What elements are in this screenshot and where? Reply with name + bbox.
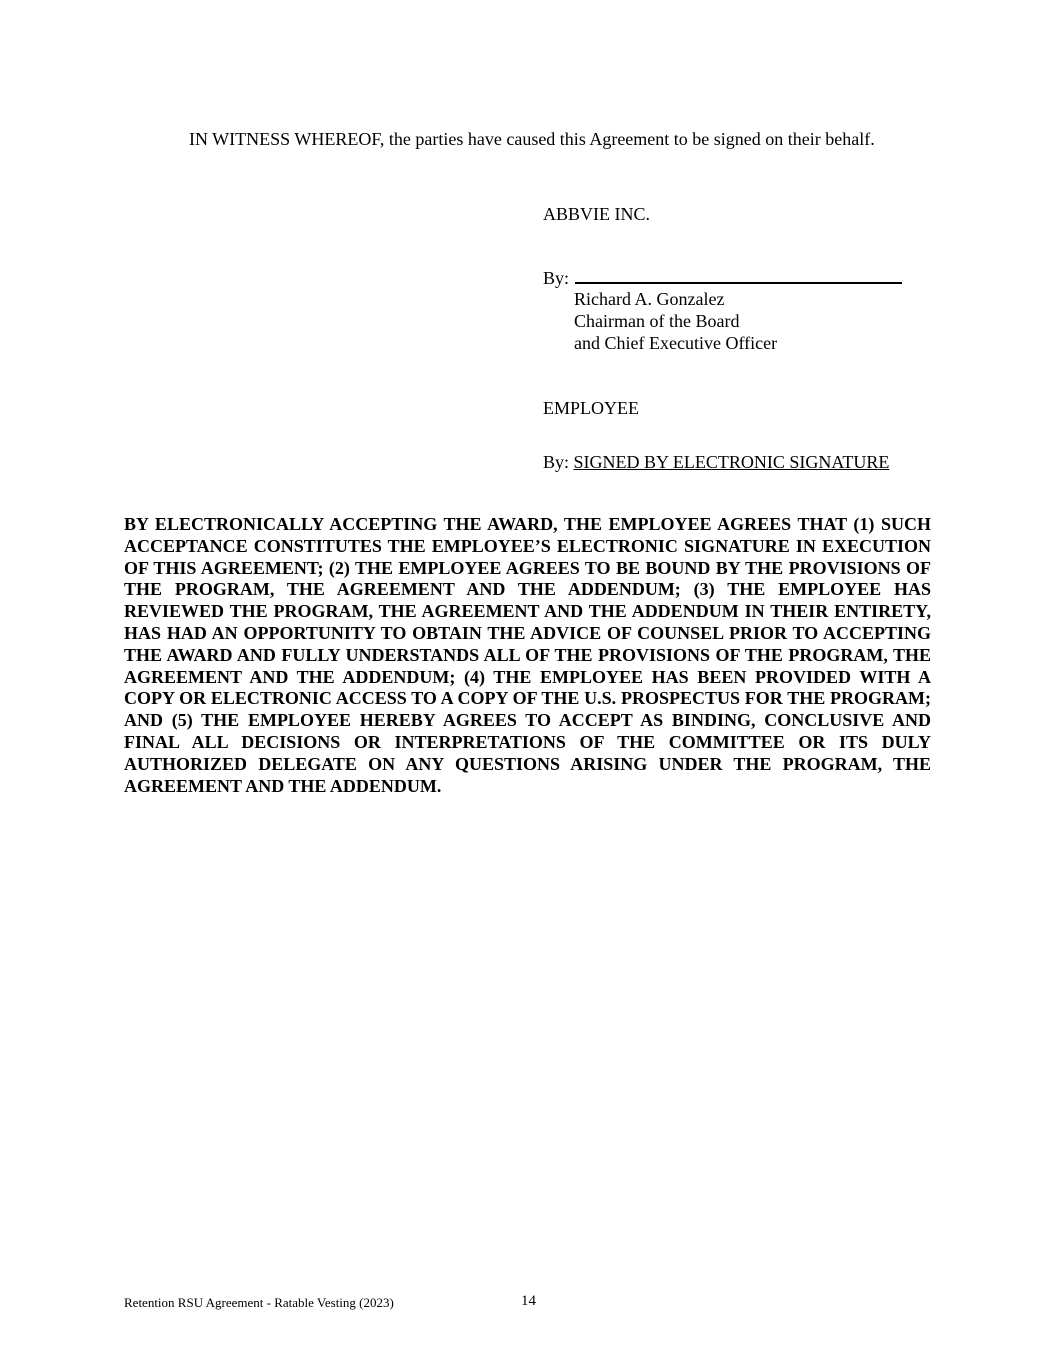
employee-by-label: By:	[543, 452, 570, 472]
employee-heading: EMPLOYEE	[543, 398, 639, 418]
footer-page-number: 14	[521, 1293, 536, 1309]
company-signer-block	[574, 288, 777, 354]
signer-name: Richard A. Gonzalez	[574, 289, 725, 309]
employee-signature-line	[543, 451, 889, 473]
company-name: ABBVIE INC.	[543, 204, 650, 224]
company-by-label: By:	[543, 268, 570, 288]
company-signature-line	[543, 267, 902, 289]
employee-electronic-signature: SIGNED BY ELECTRONIC SIGNATURE	[573, 452, 890, 472]
footer-document-title: Retention RSU Agreement - Ratable Vesting (2023)	[124, 1295, 394, 1310]
witness-clause: IN WITNESS WHEREOF, the parties have caused this Agreement to be signed on their behalf.	[189, 129, 875, 149]
signer-title-line2: and Chief Executive Officer	[574, 333, 778, 353]
signer-title-line1: Chairman of the Board	[574, 311, 740, 331]
acknowledgement-paragraph: BY ELECTRONICALLY ACCEPTING THE AWARD, THE EMPLOYEE AGREES THAT (1) SUCH ACCEPTANCE CONSTITUTES THE EMPLOYEE’S ELECTRONIC SIGNATURE IN EXECUTION OF THIS AGREEMENT; (2) THE EMPLOYEE AGREES TO BE BOUND BY THE PROVISIONS OF THE PROGRAM, THE AGREEMENT AND THE ADDENDUM; (3) THE EMPLOYEE HAS REVIEWED THE PROGRAM, THE AGREEMENT AND THE ADDENDUM IN THEIR ENTIRETY, HAS HAD AN OPPORTUNITY TO OBTAIN THE ADVICE OF COUNSEL PRIOR TO ACCEPTING THE AWARD AND FULLY UNDERSTANDS ALL OF THE PROVISIONS OF THE PROGRAM, THE AGREEMENT AND THE ADDENDUM; (4) THE EMPLOYEE HAS BEEN PROVIDED WITH A COPY OR ELECTRONIC ACCESS TO A COPY OF THE U.S. PROSPECTUS FOR THE PROGRAM; AND (5) THE EMPLOYEE HEREBY AGREES TO ACCEPT AS BINDING, CONCLUSIVE AND FINAL ALL DECISIONS OR INTERPRETATIONS OF THE COMMITTEE OR ITS DULY AUTHORIZED DELEGATE ON ANY QUESTIONS ARISING UNDER THE PROGRAM, THE AGREEMENT AND THE ADDENDUM.	[124, 514, 931, 796]
signature-rule	[575, 268, 902, 284]
